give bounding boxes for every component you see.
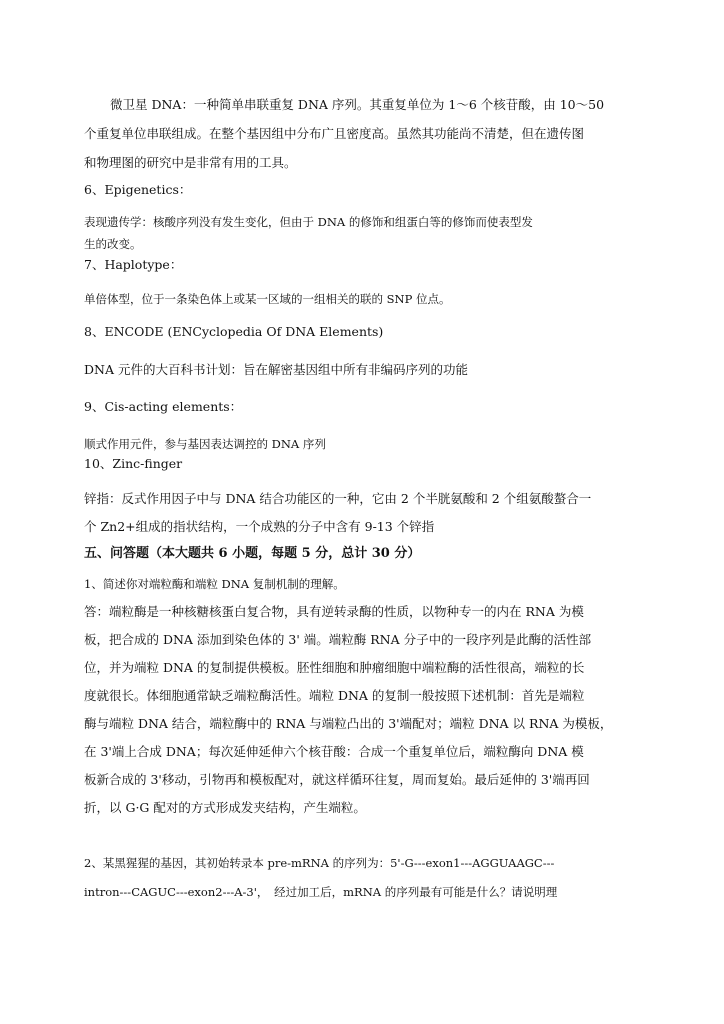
answer-line-8: 折，以 G·G 配对的方式形成发夹结构，产生端粒。 [84, 800, 366, 815]
question-2-line-1: 2、某黑猩猩的基因，其初始转录本 pre-mRNA 的序列为：5'-G---exon1---AGGUAAGC--- [84, 856, 555, 870]
answer-line-4: 度就很长。体细胞通常缺乏端粒酶活性。端粒 DNA 的复制一般按照下述机制：首先是端粒 [84, 688, 585, 703]
heading-haplotype: 7、Haplotype： [84, 257, 183, 272]
line-2: 个重复单位串联组成。在整个基因组中分布广且密度高。虽然其功能尚不清楚，但在遗传图 [84, 126, 585, 141]
line-1: 微卫星 DNA：一种简单串联重复 DNA 序列。其重复单位为 1～6 个核苷酸，由 10～50 [110, 97, 605, 112]
line-15: 个 Zn2+组成的指状结构，一个成熟的分子中含有 9-13 个锌指 [84, 519, 435, 534]
answer-line-6: 在 3'端上合成 DNA；每次延伸延伸六个核苷酸：合成一个重复单位后，端粒酶向 DNA 模 [84, 744, 584, 759]
line-12: 顺式作用元件，参与基因表达调控的 DNA 序列 [84, 437, 326, 451]
line-8: 单倍体型，位于一条染色体上或某一区域的一组相关的联的 SNP 位点。 [84, 292, 451, 306]
line-5: 表现遗传学：核酸序列没有发生变化，但由于 DNA 的修饰和组蛋白等的修饰而使表型发 [84, 215, 533, 229]
answer-line-2: 板，把合成的 DNA 添加到染色体的 3' 端。端粒酶 RNA 分子中的一段序列是此酶的活性部 [84, 632, 592, 647]
line-10: DNA 元件的大百科书计划：旨在解密基因组中所有非编码序列的功能 [84, 362, 468, 377]
answer-line-5: 酶与端粒 DNA 结合，端粒酶中的 RNA 与端粒凸出的 3'端配对；端粒 DNA 以 RNA 为模板， [84, 716, 613, 731]
line-6: 生的改变。 [84, 237, 142, 251]
answer-line-7: 板新合成的 3'移动，引物再和模板配对，就这样循环往复，周而复始。最后延伸的 3'端再回 [84, 772, 590, 787]
answer-line-1: 答：端粒酶是一种核糖核蛋白复合物，具有逆转录酶的性质，以物种专一的内在 RNA 为模 [84, 604, 584, 619]
question-2-line-2: intron---CAGUC---exon2---A-3'， 经过加工后，mRNA 的序列最有可能是什么？请说明理 [84, 885, 558, 899]
answer-line-3: 位，并为端粒 DNA 的复制提供模板。胚性细胞和肿瘤细胞中端粒酶的活性很高，端粒的长 [84, 660, 585, 675]
line-3: 和物理图的研究中是非常有用的工具。 [84, 155, 297, 170]
heading-zinc-finger: 10、Zinc-finger [84, 456, 183, 471]
heading-cis-acting: 9、Cis-acting elements： [84, 399, 243, 414]
line-14: 锌指：反式作用因子中与 DNA 结合功能区的一种，它由 2 个半胱氨酸和 2 个组氨酸螯合一 [84, 491, 592, 506]
heading-epigenetics: 6、Epigenetics： [84, 182, 192, 197]
question-1: 1、简述你对端粒酶和端粒 DNA 复制机制的理解。 [84, 577, 345, 591]
section-heading: 五、问答题（本大题共 6 小题，每题 5 分，总计 30 分） [84, 546, 421, 561]
heading-encode: 8、ENCODE (ENCyclopedia Of DNA Elements) [84, 324, 384, 339]
